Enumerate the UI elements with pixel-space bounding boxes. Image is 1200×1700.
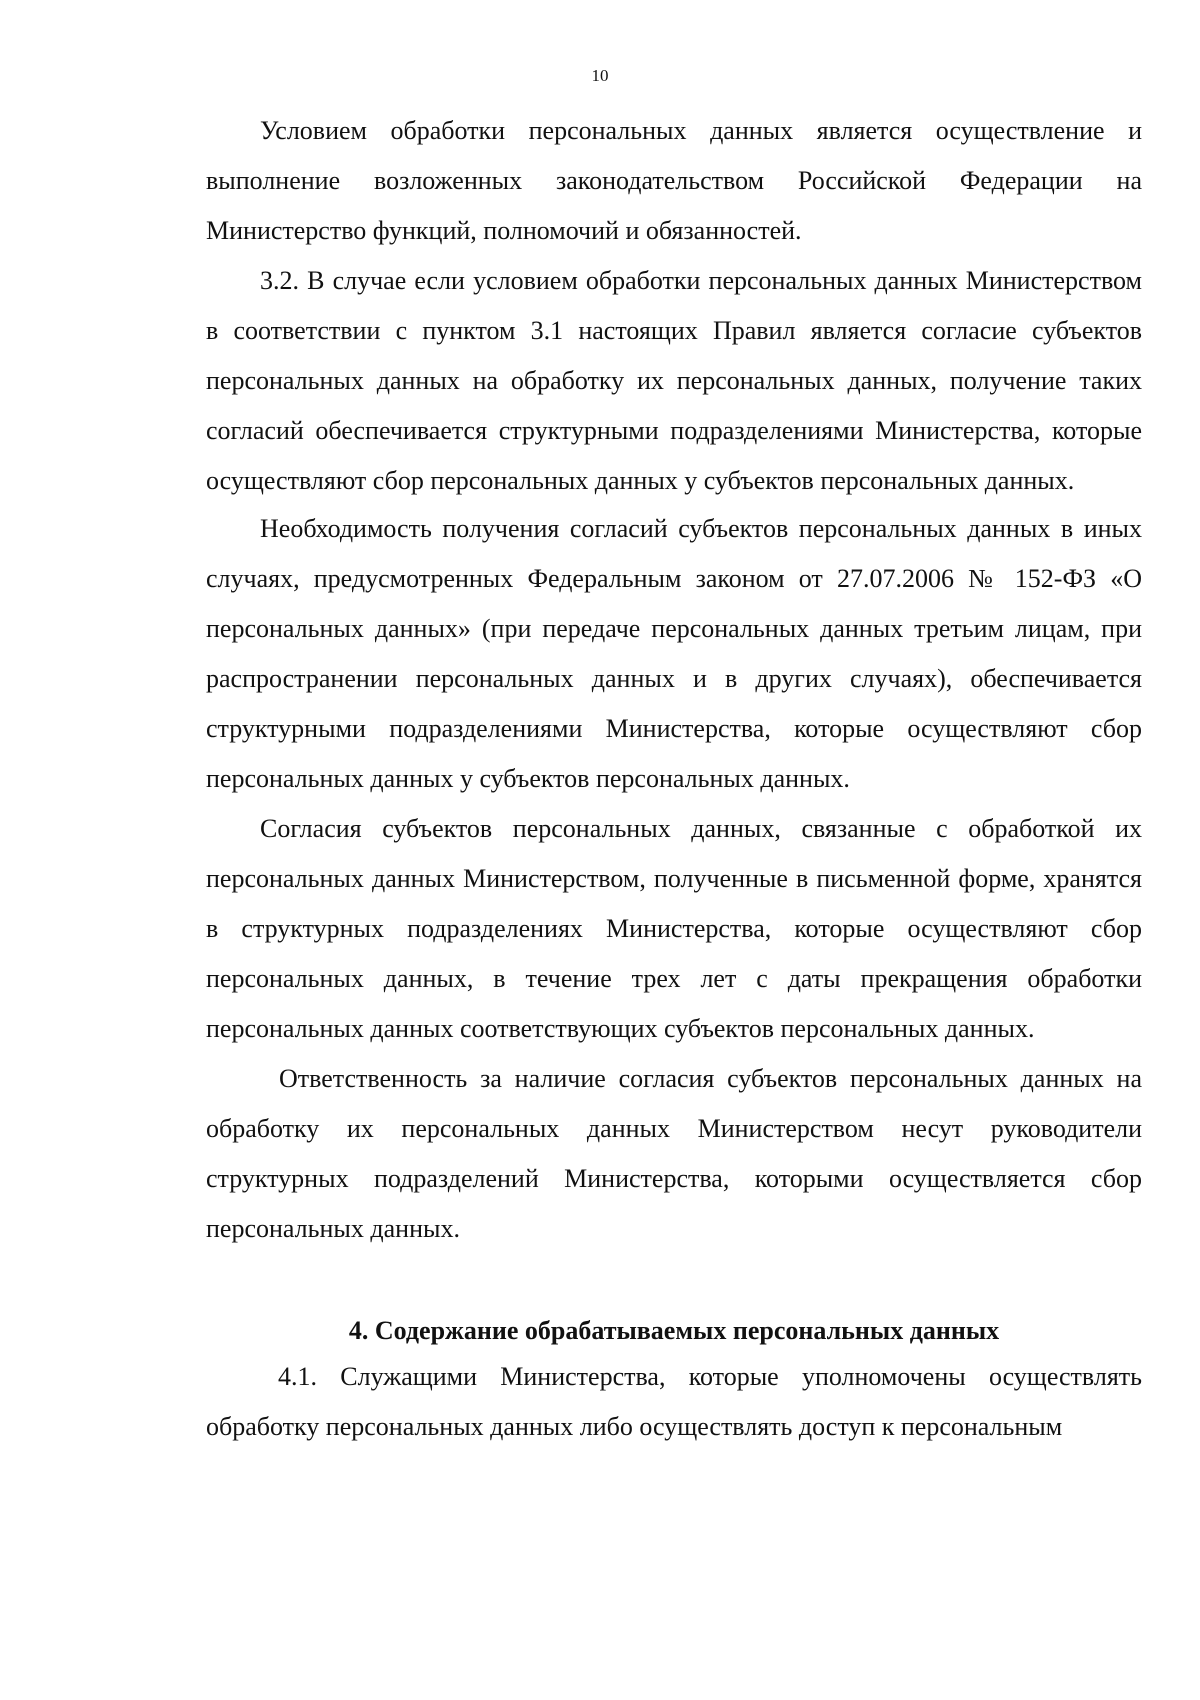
paragraph-consent-storage: Согласия субъектов персональных данных, связанные с обработкой их персональных данных Министерством, полученные в письменной форме, хранятся в структурных подразделениях Министерства, которые осуществляют сбор персональных данных, в течение трех лет с даты прекращения обработки персональных данных соответствующих субъектов персональных данных.	[206, 814, 1142, 1043]
paragraph-processing-condition: Условием обработки персональных данных является осуществление и выполнение возложенных законодательством Российской Федерации на Министерство функций, полномочий и обязанностей.	[206, 116, 1142, 245]
paragraph-responsibility: Ответственность за наличие согласия субъектов персональных данных на обработку их персональных данных Министерством несут руководители структурных подразделений Министерства, которыми осуществляется сбор персональных данных.	[206, 1064, 1142, 1243]
document-body	[206, 106, 1142, 1452]
paragraph-4-1: 4.1. Служащими Министерства, которые уполномочены осуществлять обработку персональных данных либо осуществлять доступ к персональным	[206, 1362, 1142, 1441]
paragraph-consent-necessity: Необходимость получения согласий субъектов персональных данных в иных случаях, предусмотренных Федеральным законом от 27.07.2006 № 152-ФЗ «О персональных данных» (при передаче персональных данных третьим лицам, при распространении персональных данных и в других случаях), обеспечивается структурными подразделениями Министерства, которые осуществляют сбор персональных данных у субъектов персональных данных.	[206, 514, 1142, 793]
page-number: 10	[591, 66, 609, 85]
section-heading-4: 4. Содержание обрабатываемых персональных данных	[348, 1316, 1000, 1345]
paragraph-3-2: 3.2. В случае если условием обработки персональных данных Министерством в соответствии с пунктом 3.1 настоящих Правил является согласие субъектов персональных данных на обработку их персональных данных, получение таких согласий обеспечивается структурными подразделениями Министерства, которые осуществляют сбор персональных данных у субъектов персональных данных.	[206, 266, 1142, 495]
